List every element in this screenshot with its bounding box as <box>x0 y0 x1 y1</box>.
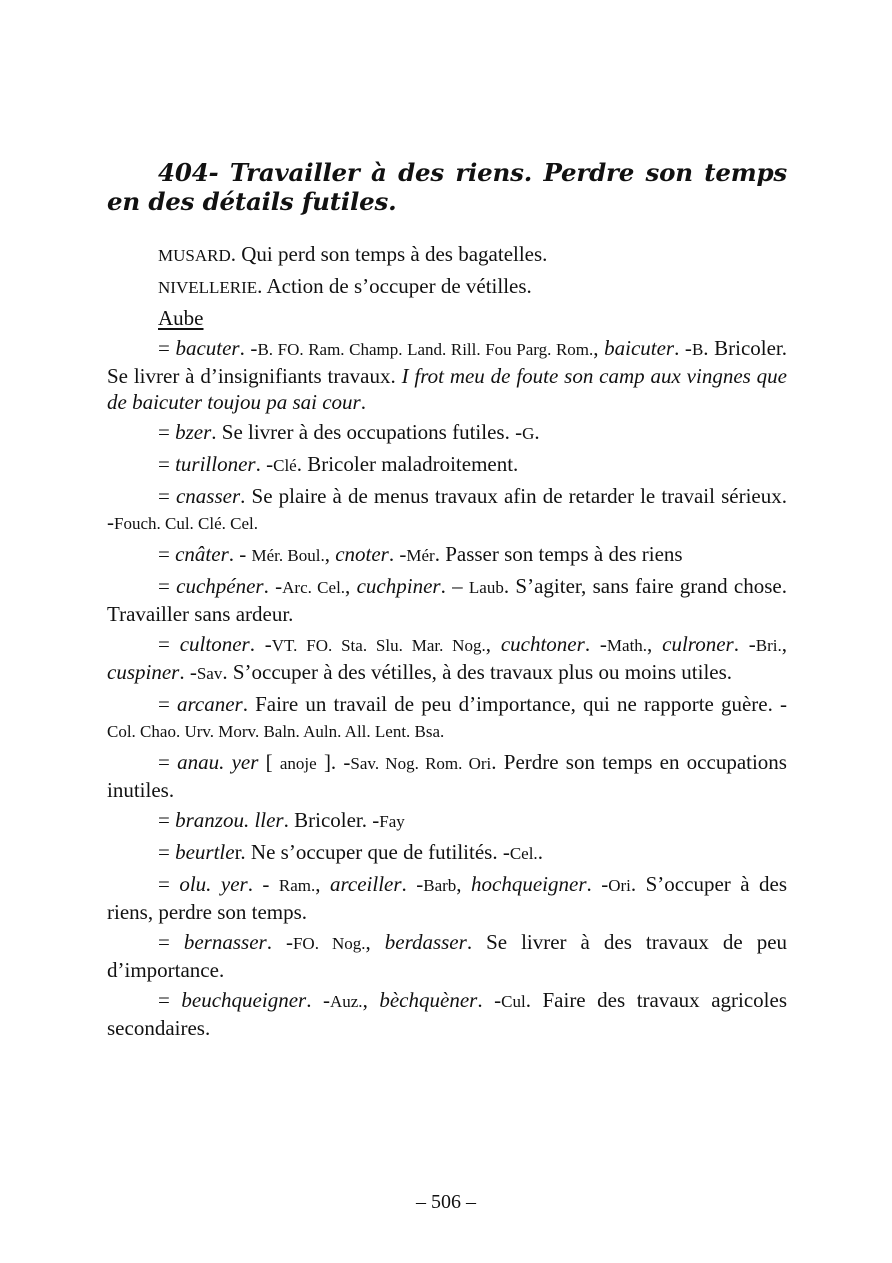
dialect-word: cnâter <box>175 542 229 566</box>
dialect-word: culroner <box>662 632 734 656</box>
entry-anauyer <box>107 749 787 803</box>
punctuation: . <box>534 420 540 444</box>
locality-codes: Bri. <box>755 636 782 655</box>
entry-beuchqueigner <box>107 987 787 1041</box>
dialect-word: turilloner <box>175 452 256 476</box>
entry-beurtler <box>107 839 787 867</box>
entry-musard <box>107 241 787 269</box>
locality-codes: Ori <box>608 876 631 895</box>
dialect-word: hochqueigner <box>471 872 587 896</box>
entry-cultoner <box>107 631 787 687</box>
definition: . Bricoler maladroitement. <box>296 452 519 476</box>
dialect-word: cnoter <box>335 542 389 566</box>
locality-codes: Arc. Cel. <box>282 578 346 597</box>
locality-codes: B. FO. Ram. Champ. Land. Rill. Fou Parg. Rom. <box>257 340 594 359</box>
punctuation: , <box>324 542 336 566</box>
equals-sign: = <box>158 542 176 566</box>
punctuation: [ <box>258 750 280 774</box>
punctuation: . - <box>255 452 274 476</box>
equals-sign: = <box>158 692 177 716</box>
dialect-word: bacuter <box>175 336 240 360</box>
equals-sign: = <box>158 750 178 774</box>
punctuation: . - <box>401 872 424 896</box>
dialect-word: arceiller <box>330 872 402 896</box>
entry-cnasser <box>107 483 787 537</box>
locality-codes: Barb <box>423 876 457 895</box>
dialect-word: branzou. ller <box>175 808 284 832</box>
punctuation: . - <box>586 872 609 896</box>
dialect-word: bernasser <box>183 930 267 954</box>
locality-codes: Sav. Nog. Rom. Ori <box>350 754 492 773</box>
entry-turilloner <box>107 451 787 479</box>
dialect-word: baicuter <box>604 336 675 360</box>
punctuation: . - <box>266 930 293 954</box>
section-title: 404- Travailler à des riens. Perdre son temps en des détails futiles. <box>107 158 787 216</box>
definition: . Se livrer à des travaux de peu d’importance. <box>107 930 788 982</box>
punctuation: , <box>485 632 501 656</box>
locality-codes: Mér <box>406 546 435 565</box>
punctuation: . - <box>584 632 607 656</box>
dialect-word: olu. yer <box>179 872 248 896</box>
punctuation: . <box>537 840 543 864</box>
entry-cuchpener <box>107 573 787 627</box>
punctuation: . - <box>179 660 197 684</box>
definition: . Se livrer à des occupations futiles. - <box>211 420 523 444</box>
punctuation: . - <box>249 632 272 656</box>
equals-sign: = <box>158 808 176 832</box>
equals-sign: = <box>158 632 180 656</box>
headword: MUSARD <box>158 246 231 265</box>
locality-codes: Fay <box>379 812 405 831</box>
equals-sign: = <box>158 840 176 864</box>
equals-sign: = <box>158 930 184 954</box>
entry-nivellerie <box>107 273 787 301</box>
dialect-word: cuchpéner <box>176 574 264 598</box>
punctuation: , <box>365 930 385 954</box>
definition: . Bricoler. Se livrer à d’insignifiants travaux. <box>107 336 788 388</box>
document-page <box>107 158 787 1045</box>
entry-branzouller <box>107 807 787 835</box>
punctuation: . - <box>733 632 756 656</box>
dialect-word: bèchquèner <box>379 988 478 1012</box>
entry-oluyer <box>107 871 787 925</box>
punctuation: ]. - <box>316 750 351 774</box>
dialect-word: anau. yer <box>177 750 259 774</box>
punctuation: . - <box>263 574 283 598</box>
equals-sign: = <box>158 452 176 476</box>
definition: . S’agiter, sans faire grand chose. Travailler sans ardeur. <box>107 574 787 626</box>
dialect-word: cuchtoner <box>500 632 585 656</box>
locality-codes: Sav <box>196 664 223 683</box>
equals-sign: = <box>158 336 176 360</box>
definition: . Faire des travaux agricoles secondaires. <box>107 988 788 1040</box>
definition: . Faire un travail de peu d’importance, qui ne rapporte guère. - <box>242 692 787 716</box>
definition: . Qui perd son temps à des bagatelles. <box>230 242 548 266</box>
region-heading <box>107 305 787 331</box>
definition: r. Ne s’occuper que de futilités. - <box>234 840 510 864</box>
locality-codes: Clé <box>273 456 297 475</box>
equals-sign: = <box>158 988 182 1012</box>
punctuation: . – <box>440 574 469 598</box>
dialect-word: cuchpiner <box>356 574 441 598</box>
entry-cnater <box>107 541 787 569</box>
headword: NIVELLERIE <box>158 278 258 297</box>
region-label: Aube <box>158 306 204 330</box>
locality-codes: VT. FO. Sta. Slu. Mar. Nog. <box>271 636 486 655</box>
locality-codes: Auz. <box>329 992 363 1011</box>
dialect-word: cnasser <box>175 484 241 508</box>
definition: . Bricoler. - <box>283 808 380 832</box>
punctuation: . - <box>239 336 258 360</box>
punctuation: , <box>345 574 357 598</box>
punctuation: . - <box>228 542 252 566</box>
locality-codes: Mér. Boul. <box>251 546 325 565</box>
definition: . Se plaire à de menus travaux afin de retarder le travail sérieux. - <box>107 484 787 534</box>
definition: . Passer son temps à des riens <box>434 542 683 566</box>
dialect-word: arcaner <box>176 692 243 716</box>
equals-sign: = <box>158 484 176 508</box>
definition: . Perdre son temps en occupations inutiles. <box>107 750 787 802</box>
locality-codes: B <box>691 340 704 359</box>
punctuation: , <box>456 872 472 896</box>
dialect-word: beurtle <box>175 840 235 864</box>
entry-bacuter <box>107 335 787 415</box>
locality-codes: Cul <box>501 992 526 1011</box>
locality-codes: Laub <box>468 578 504 597</box>
equals-sign: = <box>158 420 176 444</box>
punctuation: . - <box>247 872 279 896</box>
punctuation: , <box>781 632 788 656</box>
pronunciation: anoje <box>279 754 317 773</box>
punctuation: . <box>360 390 366 414</box>
punctuation: . - <box>388 542 407 566</box>
entry-bernasser <box>107 929 787 983</box>
dialect-word: bzer <box>175 420 212 444</box>
dialect-word: berdasser <box>384 930 467 954</box>
punctuation: . - <box>477 988 502 1012</box>
example-sentence: I frot meu de foute son camp aux vingnes que de baicuter toujou pa sai cour <box>107 364 787 414</box>
definition: . S’occuper à des riens, perdre son temps. <box>107 872 788 924</box>
locality-codes: FO. Nog. <box>292 934 366 953</box>
dialect-word: cuspiner <box>107 660 180 684</box>
page-number: – 506 – <box>416 1191 476 1213</box>
definition: . Action de s’occuper de vétilles. <box>257 274 532 298</box>
locality-codes: Math. <box>606 636 648 655</box>
locality-codes: Col. Chao. Urv. Morv. Baln. Auln. All. Lent. Bsa. <box>107 722 445 741</box>
punctuation: , <box>593 336 605 360</box>
definition: . S’occuper à des vétilles, à des travaux plus ou moins utiles. <box>222 660 733 684</box>
punctuation: . - <box>306 988 330 1012</box>
equals-sign: = <box>158 872 180 896</box>
dialect-word: cultoner <box>179 632 250 656</box>
locality-codes: Fouch. Cul. Clé. Cel. <box>114 514 259 533</box>
punctuation: , <box>315 872 330 896</box>
locality-codes: Cel. <box>509 844 538 863</box>
locality-codes: Ram. <box>278 876 316 895</box>
equals-sign: = <box>158 574 177 598</box>
entry-bzer <box>107 419 787 447</box>
punctuation: . - <box>674 336 692 360</box>
entries-list <box>107 241 787 1041</box>
locality-codes: G <box>522 424 535 443</box>
punctuation: , <box>647 632 663 656</box>
dialect-word: beuchqueigner <box>181 988 307 1012</box>
punctuation: , <box>362 988 380 1012</box>
entry-arcaner <box>107 691 787 745</box>
